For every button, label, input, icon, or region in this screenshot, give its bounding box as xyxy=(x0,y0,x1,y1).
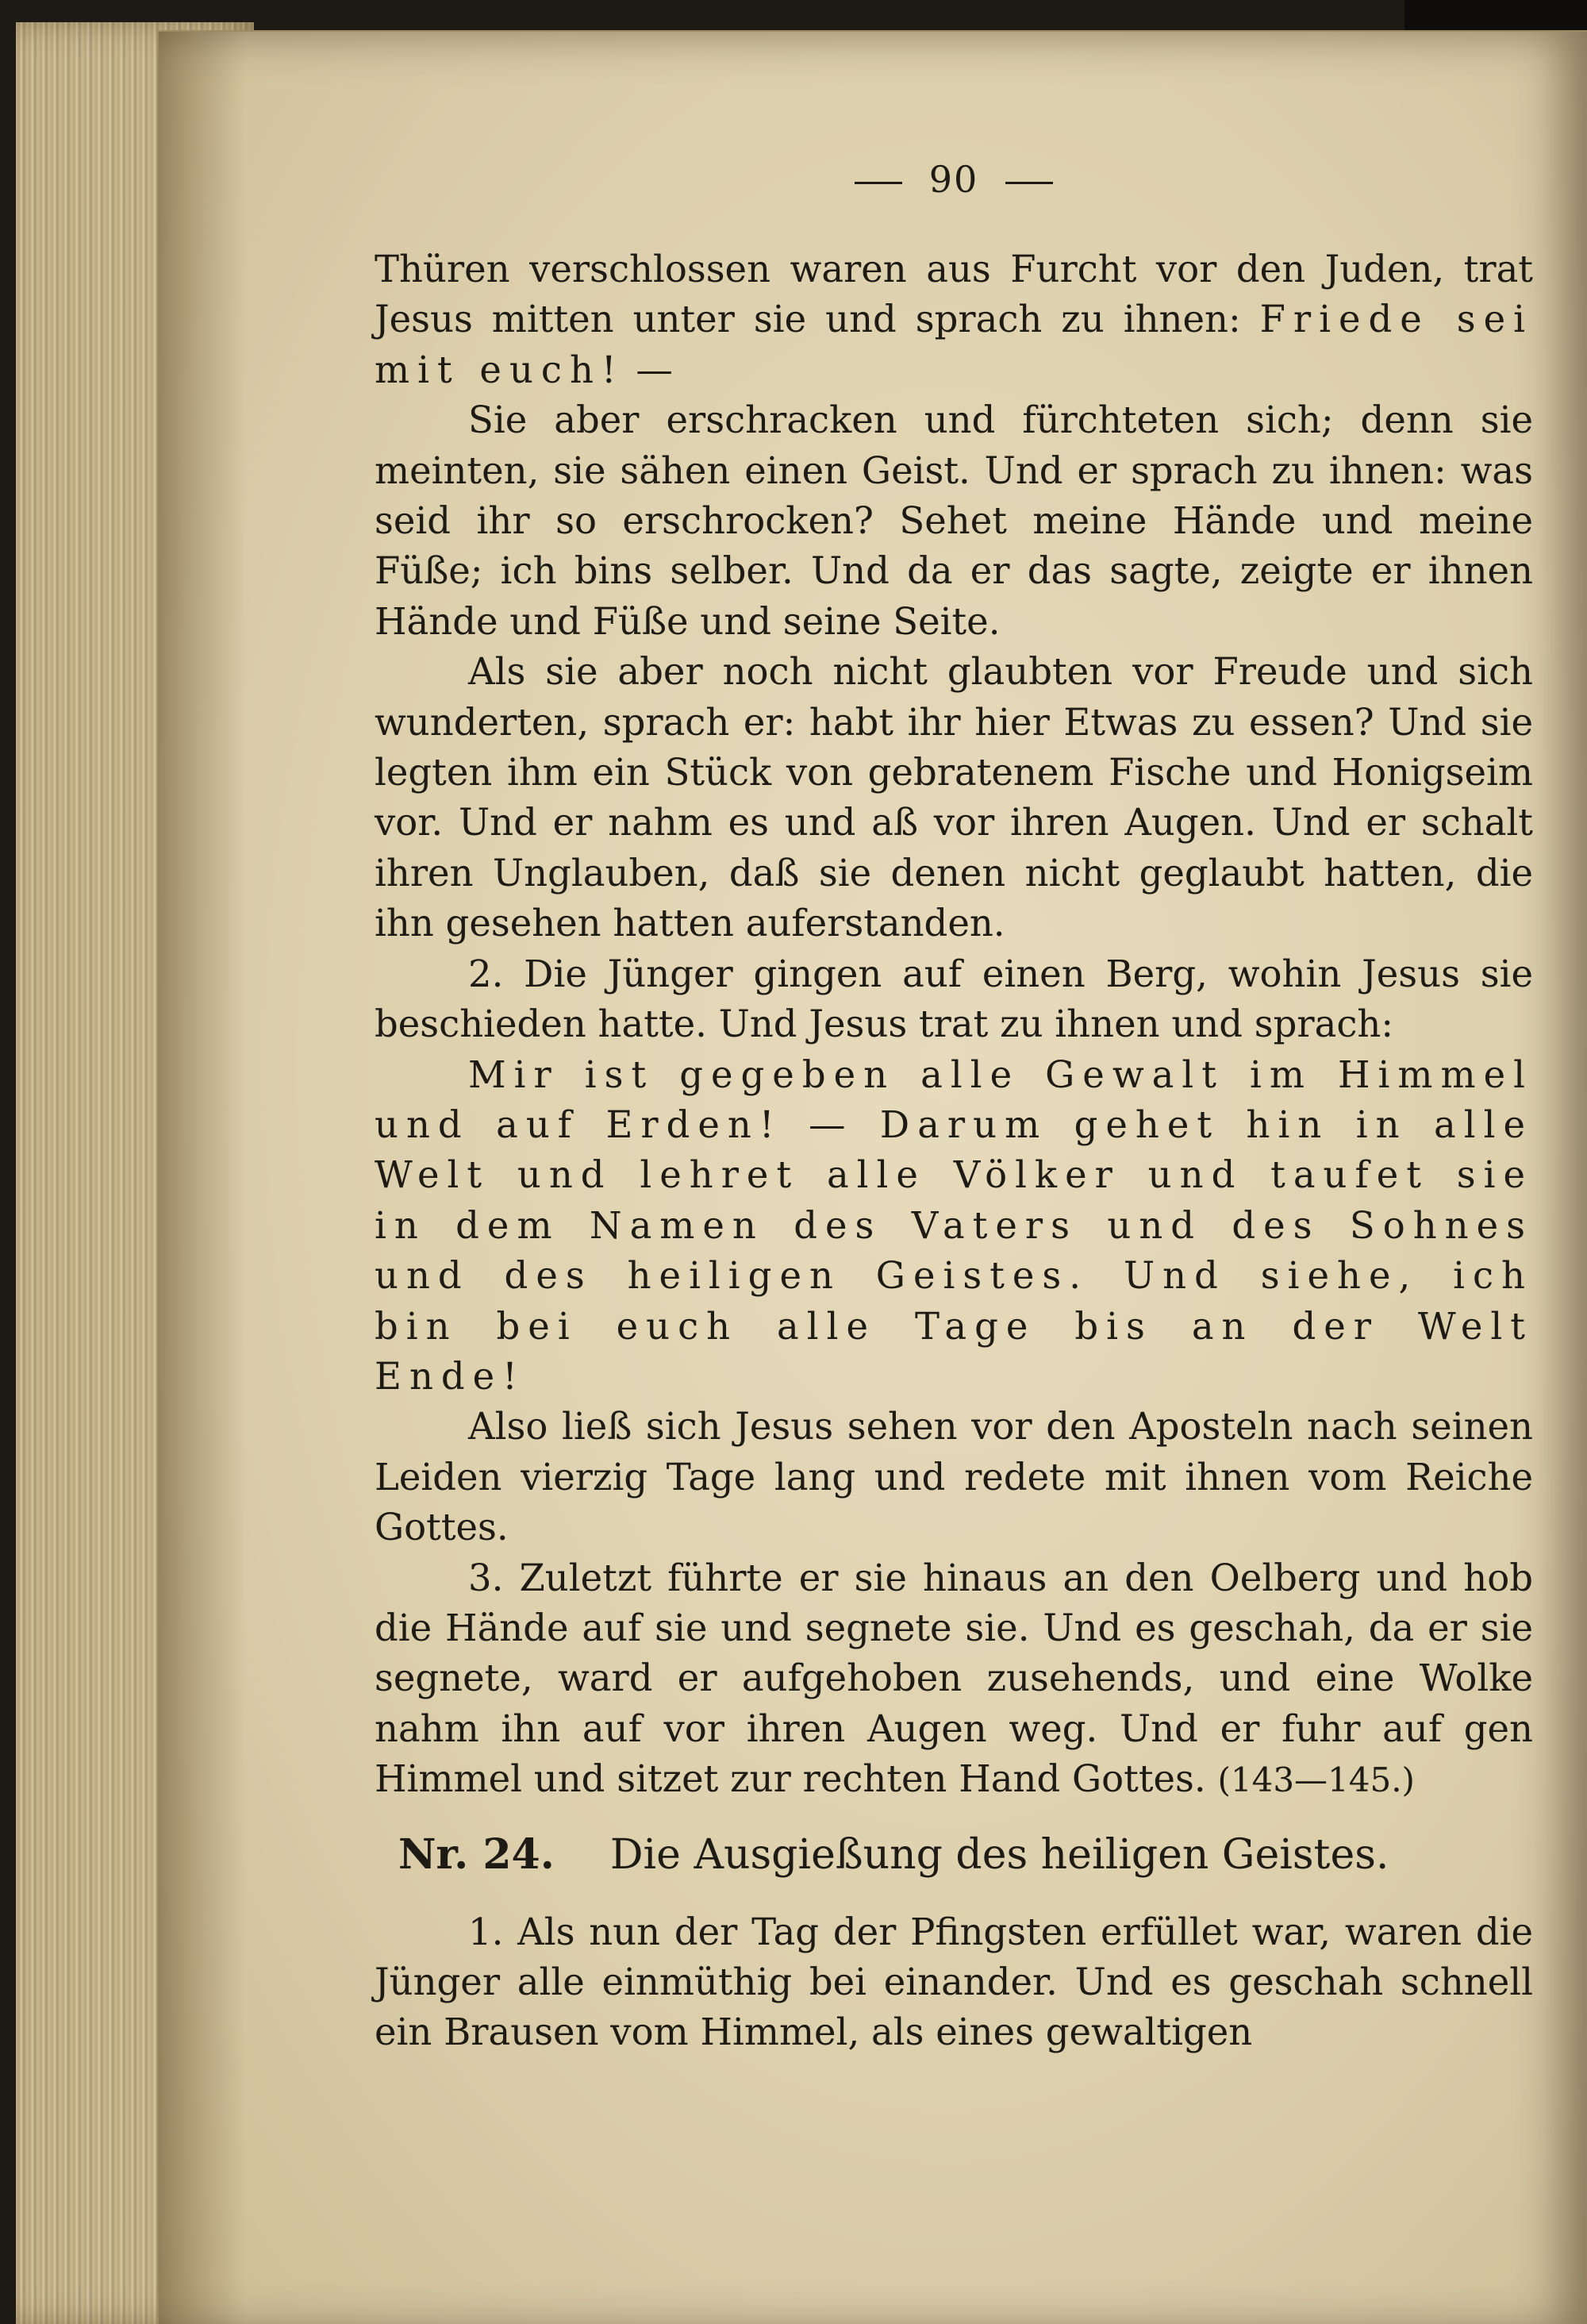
section-title: Die Ausgießung des heiligen Geistes. xyxy=(609,1830,1389,1879)
page-number xyxy=(375,156,1533,203)
paragraph: 1. Als nun der Tag der Pfingsten erfüllet war, waren die Jünger alle einmüthig bei einander. Und es geschah schnell ein Brausen vom Himmel, als eines gewaltigen xyxy=(375,1910,1533,2054)
folio-dash-right xyxy=(1005,182,1053,184)
text-run: 3. Zuletzt führte er sie hinaus an den Oelberg und hob die Hände auf sie und segnete sie. Und es geschah, da er sie segnete, ward er aufgehoben zusehends, und eine Wolke nahm ihn auf vor ihren Augen weg. Und er fuhr auf gen Himmel und sitzet zur rechten Hand Gottes. xyxy=(375,1556,1533,1801)
emphasized-text: Friede sei mit euch! xyxy=(375,298,1533,391)
paragraph xyxy=(375,1402,1533,1553)
text-run: 2. Die Jünger gingen auf einen Berg, wohin Jesus sie beschieden hatte. Und Jesus trat zu ihnen und sprach: xyxy=(375,952,1533,1046)
page-number-text: 90 xyxy=(928,158,979,201)
text-body xyxy=(375,244,1533,1806)
text-run: — xyxy=(624,348,673,391)
paragraph xyxy=(375,395,1533,647)
emphasized-text: Mir ist gegeben alle Gewalt im Himmel und auf Erden! — Darum gehet hin in alle Welt und lehret alle Völker und taufet sie in dem Namen des Vaters und des Sohnes und des heiligen Geistes. Und siehe, ich bin bei euch alle Tage bis an der Welt Ende! xyxy=(375,1052,1533,1398)
bible-reference: (143—145.) xyxy=(1217,1760,1415,1800)
text-run: Thüren verschlossen waren aus Furcht vor den Juden, trat Jesus mitten unter sie und sprach zu ihnen: xyxy=(375,248,1533,341)
text-run: Sie aber erschracken und fürchteten sich; denn sie meinten, sie sähen einen Geist. Und er sprach zu ihnen: was seid ihr so erschrocken? Sehet meine Hände und meine Füße; ich bins selber. Und da er das sagte, zeigte er ihnen Hände und Füße und seine Seite. xyxy=(375,398,1533,643)
text-run: Als sie aber noch nicht glaubten vor Freude und sich wunderten, sprach er: habt ihr hier Etwas zu essen? Und sie legten ihm ein Stück von gebratenem Fische und Honigseim vor. Und er nahm es und aß vor ihren Augen. Und er schalt ihren Unglauben, daß sie denen nicht geglaubt hatten, die ihn gesehen hatten auferstanden. xyxy=(375,650,1533,945)
paragraph xyxy=(375,949,1533,1050)
paragraph xyxy=(375,1553,1533,1806)
paragraph xyxy=(375,244,1533,395)
paragraph xyxy=(375,1050,1533,1402)
spine-shadow xyxy=(159,32,246,2324)
page-content xyxy=(375,156,1533,2058)
section-number: Nr. 24. xyxy=(398,1830,555,1879)
text-run: Also ließ sich Jesus sehen vor den Aposteln nach seinen Leiden vierzig Tage lang und redete mit ihnen vom Reiche Gottes. xyxy=(375,1405,1533,1549)
folio-dash-left xyxy=(855,182,902,184)
paragraph xyxy=(375,647,1533,948)
section-heading xyxy=(398,1826,1533,1883)
